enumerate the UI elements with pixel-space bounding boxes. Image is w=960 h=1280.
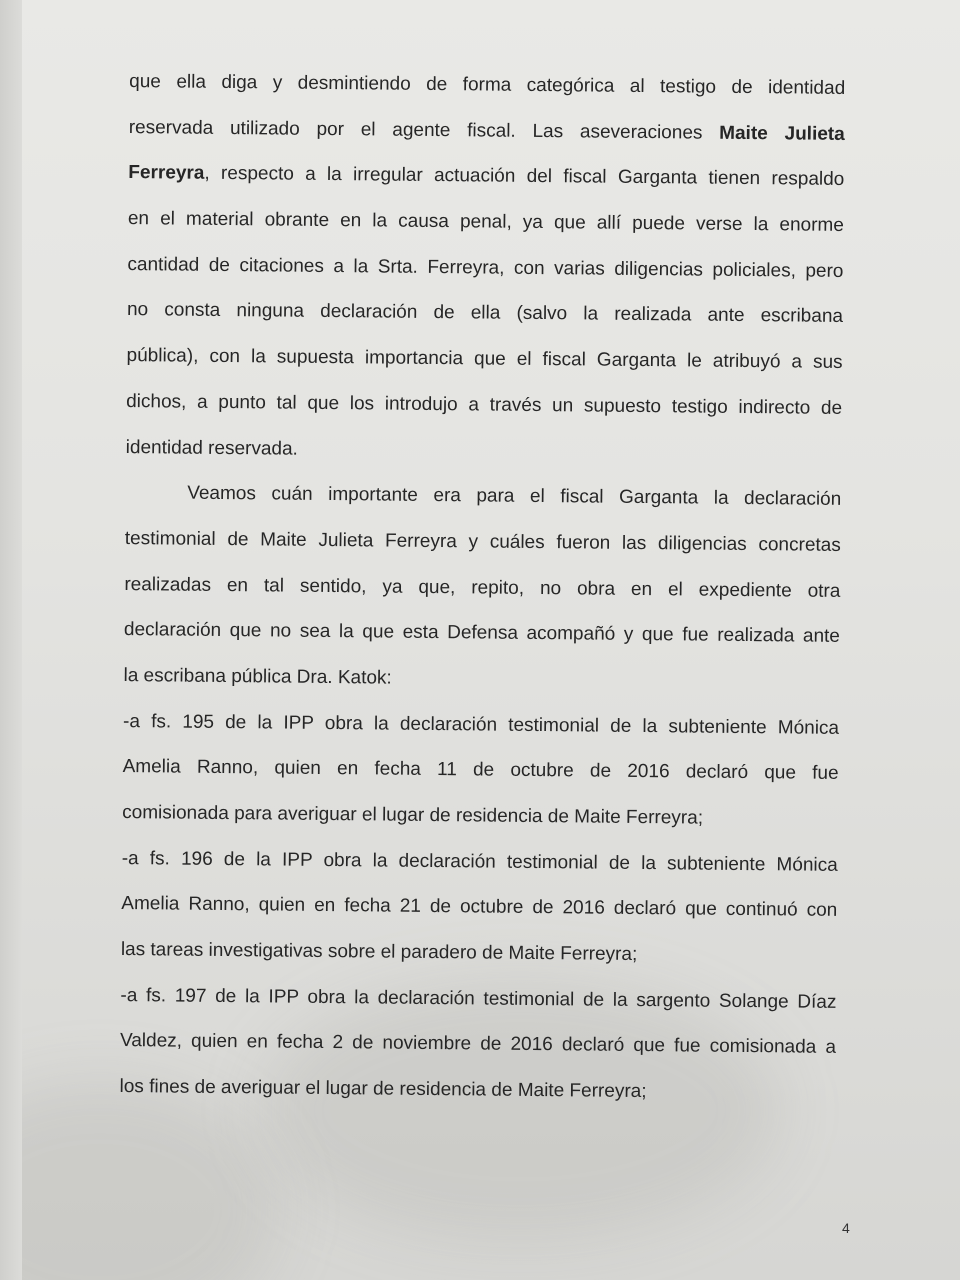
text-line: -a fs. 196 de la IPP obra la declaración testimonial de la subteniente Mónica (121, 847, 838, 876)
bold-name: Ferreyra (128, 162, 205, 185)
text-line: Veamos cuán importante era para el fiscal Garganta la declaración (187, 482, 842, 511)
text-line: identidad reservada. (125, 436, 298, 460)
text-line: la escribana pública Dra. Katok: (123, 664, 392, 689)
text-line: Ferreyra, respecto a la irregular actuación del fiscal Garganta tienen respaldo (128, 162, 845, 191)
text-line: -a fs. 197 de la IPP obra la declaración testimonial de la sargento Solange Díaz (120, 984, 837, 1013)
text-line: dichos, a punto tal que los introdujo a través un supuesto testigo indirecto de (126, 390, 843, 419)
page-number: 4 (842, 1220, 850, 1236)
text-line: realizadas en tal sentido, ya que, repito, no obra en el expediente otra (124, 573, 841, 602)
text-line: no consta ninguna declaración de ella (salvo la realizada ante escribana (126, 299, 844, 328)
bold-name: Maite Julieta (719, 122, 845, 145)
text-line: las tareas investigativas sobre el paradero de Maite Ferreyra; (120, 939, 638, 966)
text-line: reservada utilizado por el agente fiscal. Las aseveraciones Maite Julieta (128, 116, 845, 145)
text-line: que ella diga y desmintiendo de forma categórica al testigo de identidad (129, 71, 846, 99)
text-line: Valdez, quien en fecha 2 de noviembre de 2016 declaró que fue comisionada a (119, 1030, 837, 1059)
text-line: Amelia Ranno, quien en fecha 21 de octubre de 2016 declaró que continuó con (121, 893, 838, 922)
text-line: comisionada para averiguar el lugar de residencia de Maite Ferreyra; (122, 802, 704, 829)
text-line: -a fs. 195 de la IPP obra la declaración testimonial de la subteniente Mónica (122, 710, 840, 739)
text-line: pública), con la supuesta importancia que el fiscal Garganta le atribuyó a sus (126, 345, 843, 374)
text-line: los fines de averiguar el lugar de residencia de Maite Ferreyra; (119, 1076, 647, 1103)
text-line: Amelia Ranno, quien en fecha 11 de octubre de 2016 declaró que fue (122, 756, 839, 785)
text-line: en el material obrante en la causa penal, ya que allí puede verse la enorme (127, 208, 844, 236)
document-body (119, 59, 845, 1117)
text-line: testimonial de Maite Julieta Ferreyra y cuáles fueron las diligencias concretas (124, 527, 841, 556)
document-page (8, 0, 960, 1280)
text-line: cantidad de citaciones a la Srta. Ferreyra, con varias diligencias policiales, pero (127, 253, 844, 282)
text-line: declaración que no sea la que esta Defensa acompañó y que fue realizada ante (123, 619, 841, 648)
